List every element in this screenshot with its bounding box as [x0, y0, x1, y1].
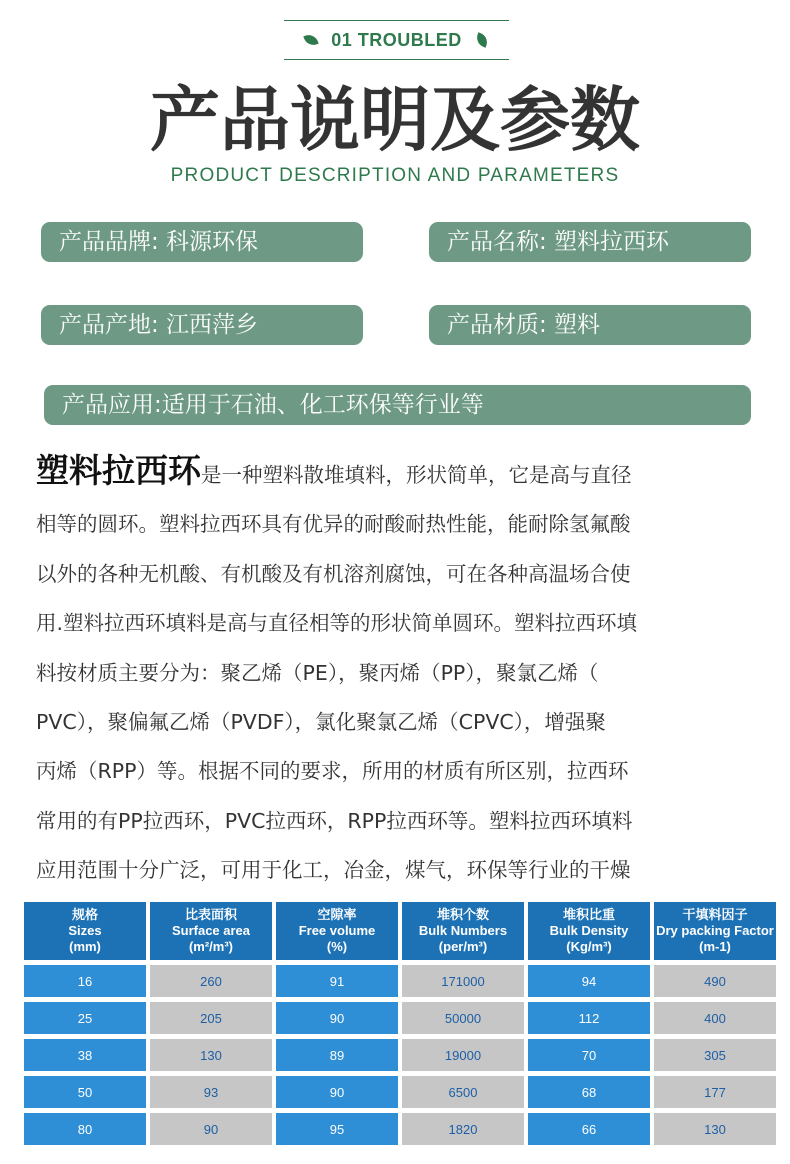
table-cell: 1820 — [402, 1113, 524, 1145]
table-row — [24, 1002, 776, 1034]
table-cell: 90 — [150, 1113, 272, 1145]
table-cell: 171000 — [402, 965, 524, 997]
table-cell: 80 — [24, 1113, 146, 1145]
table-header-row — [24, 902, 776, 960]
description-line: 料按材质主要分为：聚乙烯（PE），聚丙烯（PP），聚氯乙烯（ — [36, 660, 599, 685]
table-cell: 112 — [528, 1002, 650, 1034]
column-header-packing-factor: 干填料因子 Dry packing Factor (m-1) — [654, 902, 776, 960]
table-cell: 130 — [150, 1039, 272, 1071]
description-line: 以外的各种无机酸、有机酸及有机溶剂腐蚀，可在各种高温场合使 — [36, 561, 631, 586]
column-header-size: 规格 Sizes (mm) — [24, 902, 146, 960]
spec-table — [20, 897, 780, 1150]
column-header-surface-area: 比表面积 Surface area (m²/m³) — [150, 902, 272, 960]
table-cell: 205 — [150, 1002, 272, 1034]
leaf-icon — [474, 32, 489, 47]
description-line: 丙烯（RPP）等。根据不同的要求，所用的材质有所区别，拉西环 — [36, 759, 629, 784]
table-cell: 177 — [654, 1076, 776, 1108]
description-lead: 塑料拉西环 — [36, 451, 201, 490]
table-cell: 50000 — [402, 1002, 524, 1034]
table-row — [24, 1113, 776, 1145]
column-header-bulk-density: 堆积比重 Bulk Density (Kg/m³) — [528, 902, 650, 960]
description-line: 用.塑料拉西环填料是高与直径相等的形状简单圆环。塑料拉西环填 — [36, 611, 638, 636]
table-cell: 89 — [276, 1039, 398, 1071]
table-cell: 94 — [528, 965, 650, 997]
table-cell: 70 — [528, 1039, 650, 1071]
column-header-bulk-numbers: 堆积个数 Bulk Numbers (per/m³) — [402, 902, 524, 960]
table-cell: 305 — [654, 1039, 776, 1071]
origin-pill: 产品产地: 江西萍乡 — [41, 305, 363, 345]
table-cell: 260 — [150, 965, 272, 997]
table-cell: 90 — [276, 1076, 398, 1108]
section-ribbon — [284, 20, 509, 60]
table-row — [24, 1039, 776, 1071]
section-label: 01 TROUBLED — [331, 29, 462, 50]
table-cell: 66 — [528, 1113, 650, 1145]
brand-pill: 产品品牌: 科源环保 — [41, 222, 363, 262]
leaf-icon — [304, 32, 319, 47]
table-cell: 68 — [528, 1076, 650, 1108]
description-line: PVC），聚偏氟乙烯（PVDF），氯化聚氯乙烯（CPVC），增强聚 — [36, 710, 606, 735]
page-subtitle: PRODUCT DESCRIPTION AND PARAMETERS — [170, 165, 620, 186]
material-pill: 产品材质: 塑料 — [429, 305, 751, 345]
product-name-pill: 产品名称: 塑料拉西环 — [429, 222, 751, 262]
table-cell: 490 — [654, 965, 776, 997]
table-cell: 91 — [276, 965, 398, 997]
table-cell: 95 — [276, 1113, 398, 1145]
description-line: 应用范围十分广泛，可用于化工，冶金，煤气，环保等行业的干燥 — [36, 858, 631, 883]
table-cell: 90 — [276, 1002, 398, 1034]
table-cell: 130 — [654, 1113, 776, 1145]
application-pill: 产品应用:适用于石油、化工环保等行业等 — [44, 385, 751, 425]
table-cell: 93 — [150, 1076, 272, 1108]
table-cell: 50 — [24, 1076, 146, 1108]
table-cell: 400 — [654, 1002, 776, 1034]
page-title: 产品说明及参数 — [150, 79, 640, 161]
table-cell: 38 — [24, 1039, 146, 1071]
table-cell: 16 — [24, 965, 146, 997]
table-cell: 25 — [24, 1002, 146, 1034]
table-row — [24, 1076, 776, 1108]
description-line: 是一种塑料散堆填料，形状简单，它是高与直径 — [201, 463, 632, 487]
table-cell: 6500 — [402, 1076, 524, 1108]
table-cell: 19000 — [402, 1039, 524, 1071]
column-header-free-volume: 空隙率 Free volume (%) — [276, 902, 398, 960]
description-line: 常用的有PP拉西环，PVC拉西环，RPP拉西环等。塑料拉西环填料 — [36, 808, 633, 833]
product-description — [36, 446, 756, 896]
table-row — [24, 965, 776, 997]
description-line: 相等的圆环。塑料拉西环具有优异的耐酸耐热性能，能耐除氢氟酸 — [36, 512, 631, 537]
